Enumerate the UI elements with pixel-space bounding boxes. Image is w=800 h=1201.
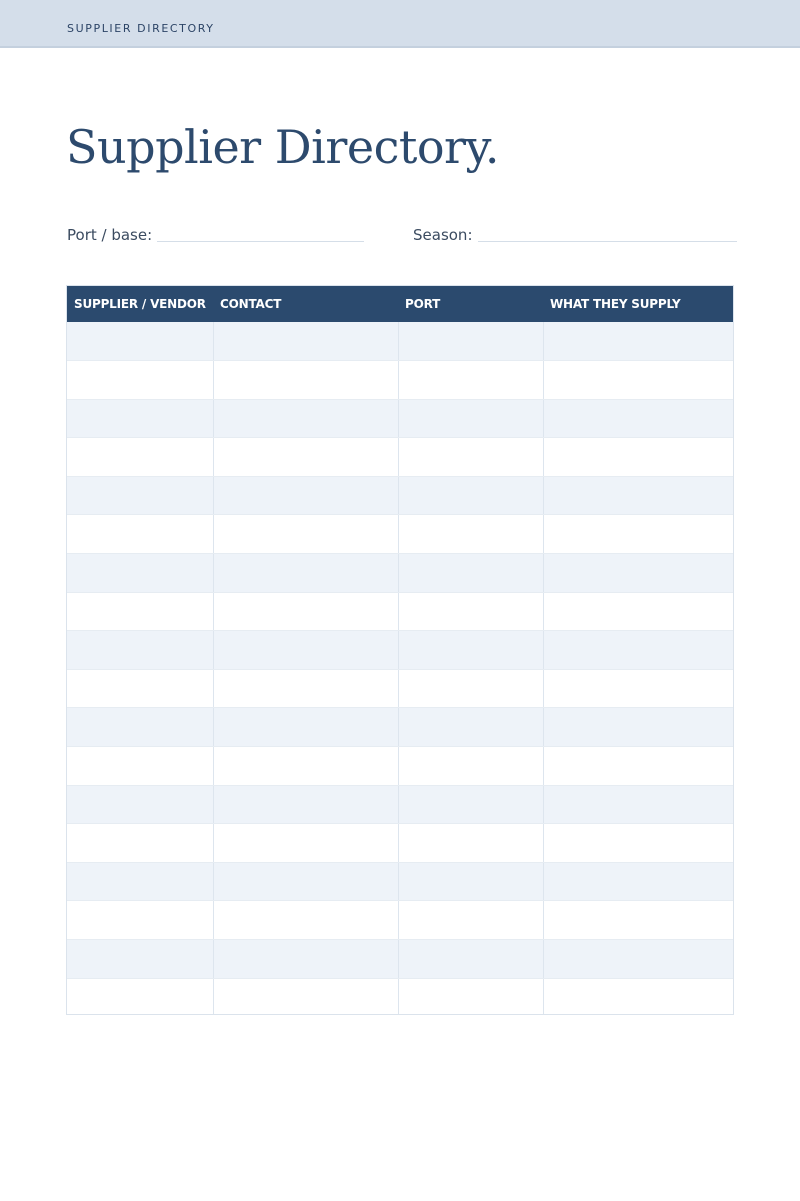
table-row: [67, 554, 733, 593]
supply-cell[interactable]: [543, 747, 733, 786]
port-cell[interactable]: [398, 322, 543, 361]
table-row: [67, 901, 733, 940]
supplier-cell[interactable]: [67, 669, 213, 708]
port-cell[interactable]: [398, 978, 543, 1015]
table-row: [67, 399, 733, 438]
table-row: [67, 747, 733, 786]
table-row: [67, 862, 733, 901]
supplier-table-container: [66, 285, 734, 1015]
supplier-cell[interactable]: [67, 631, 213, 670]
table-row: [67, 438, 733, 477]
port-cell[interactable]: [398, 631, 543, 670]
contact-cell[interactable]: [213, 592, 398, 631]
table-row: [67, 708, 733, 747]
column-header-supplier-vendor: SUPPLIER / VENDOR: [74, 297, 206, 311]
port-cell[interactable]: [398, 669, 543, 708]
table-row: [67, 785, 733, 824]
port-cell[interactable]: [398, 901, 543, 940]
port-cell[interactable]: [398, 824, 543, 863]
contact-cell[interactable]: [213, 438, 398, 477]
contact-cell[interactable]: [213, 361, 398, 400]
supply-cell[interactable]: [543, 669, 733, 708]
season-label: Season:: [413, 226, 473, 244]
table-row: [67, 978, 733, 1015]
port-base-field: [67, 226, 364, 244]
supply-cell[interactable]: [543, 592, 733, 631]
port-cell[interactable]: [398, 476, 543, 515]
port-cell[interactable]: [398, 708, 543, 747]
contact-cell[interactable]: [213, 631, 398, 670]
port-cell[interactable]: [398, 399, 543, 438]
supplier-cell[interactable]: [67, 862, 213, 901]
supply-cell[interactable]: [543, 824, 733, 863]
column-header-what-they-supply: WHAT THEY SUPPLY: [550, 297, 681, 311]
contact-cell[interactable]: [213, 515, 398, 554]
supplier-cell[interactable]: [67, 438, 213, 477]
port-base-label: Port / base:: [67, 226, 153, 244]
supplier-cell[interactable]: [67, 322, 213, 361]
port-cell[interactable]: [398, 554, 543, 593]
port-cell[interactable]: [398, 747, 543, 786]
contact-cell[interactable]: [213, 554, 398, 593]
table-header-row: [67, 286, 733, 322]
column-header-contact: CONTACT: [220, 297, 282, 311]
supply-cell[interactable]: [543, 940, 733, 979]
supplier-cell[interactable]: [67, 476, 213, 515]
contact-cell[interactable]: [213, 862, 398, 901]
table-row: [67, 361, 733, 400]
port-cell[interactable]: [398, 592, 543, 631]
header-label: SUPPLIER DIRECTORY: [67, 22, 215, 35]
contact-cell[interactable]: [213, 824, 398, 863]
port-cell[interactable]: [398, 785, 543, 824]
supplier-cell[interactable]: [67, 747, 213, 786]
supply-cell[interactable]: [543, 438, 733, 477]
supplier-cell[interactable]: [67, 785, 213, 824]
contact-cell[interactable]: [213, 669, 398, 708]
supply-cell[interactable]: [543, 785, 733, 824]
table-row: [67, 669, 733, 708]
contact-cell[interactable]: [213, 940, 398, 979]
supply-cell[interactable]: [543, 554, 733, 593]
supply-cell[interactable]: [543, 708, 733, 747]
supplier-cell[interactable]: [67, 824, 213, 863]
supplier-cell[interactable]: [67, 940, 213, 979]
supply-cell[interactable]: [543, 901, 733, 940]
supply-cell[interactable]: [543, 361, 733, 400]
supplier-cell[interactable]: [67, 592, 213, 631]
page-title: Supplier Directory.: [66, 120, 500, 174]
supply-cell[interactable]: [543, 399, 733, 438]
port-cell[interactable]: [398, 940, 543, 979]
contact-cell[interactable]: [213, 901, 398, 940]
supplier-cell[interactable]: [67, 901, 213, 940]
table-row: [67, 322, 733, 361]
port-cell[interactable]: [398, 361, 543, 400]
season-blank-line[interactable]: [478, 241, 737, 242]
table-row: [67, 592, 733, 631]
table-row: [67, 940, 733, 979]
supply-cell[interactable]: [543, 862, 733, 901]
supply-cell[interactable]: [543, 631, 733, 670]
column-header-port: PORT: [405, 297, 441, 311]
port-cell[interactable]: [398, 862, 543, 901]
supply-cell[interactable]: [543, 322, 733, 361]
table-row: [67, 515, 733, 554]
contact-cell[interactable]: [213, 476, 398, 515]
contact-cell[interactable]: [213, 785, 398, 824]
supplier-table: [67, 286, 733, 1015]
supplier-cell[interactable]: [67, 708, 213, 747]
contact-cell[interactable]: [213, 322, 398, 361]
season-field: [413, 226, 737, 244]
port-cell[interactable]: [398, 438, 543, 477]
supply-cell[interactable]: [543, 476, 733, 515]
table-row: [67, 631, 733, 670]
supplier-cell[interactable]: [67, 399, 213, 438]
supply-cell[interactable]: [543, 978, 733, 1015]
port-cell[interactable]: [398, 515, 543, 554]
contact-cell[interactable]: [213, 399, 398, 438]
table-row: [67, 476, 733, 515]
contact-cell[interactable]: [213, 708, 398, 747]
supply-cell[interactable]: [543, 515, 733, 554]
port-base-blank-line[interactable]: [157, 241, 364, 242]
supplier-cell[interactable]: [67, 361, 213, 400]
contact-cell[interactable]: [213, 747, 398, 786]
supplier-cell[interactable]: [67, 978, 213, 1015]
header-bar: [0, 0, 800, 48]
contact-cell[interactable]: [213, 978, 398, 1015]
supplier-cell[interactable]: [67, 554, 213, 593]
supplier-cell[interactable]: [67, 515, 213, 554]
table-body: [67, 322, 733, 1015]
table-row: [67, 824, 733, 863]
